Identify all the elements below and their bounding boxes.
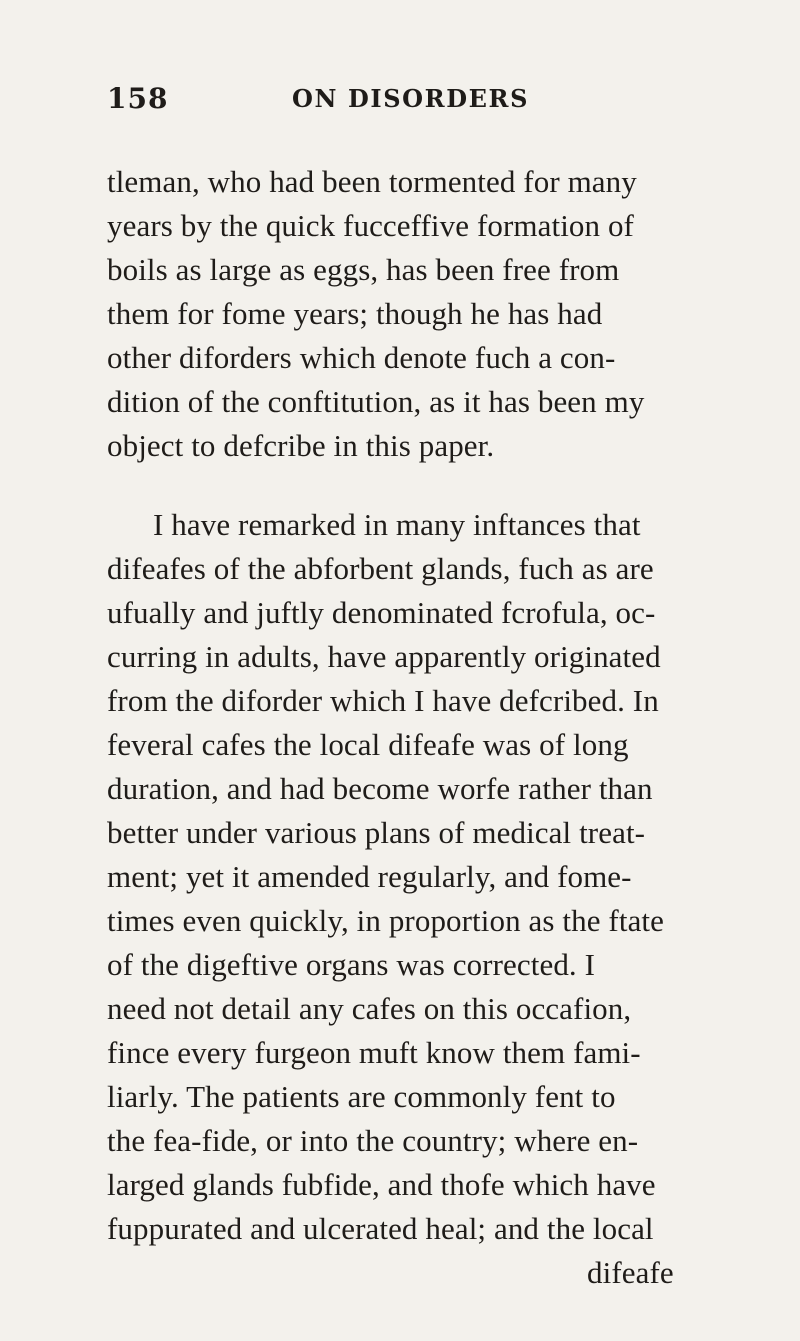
text-line: feveral cafes the local difeafe was of long — [107, 727, 629, 762]
text-line: dition of the conftitution, as it has been my — [107, 384, 645, 419]
running-head-title: ON DISORDERS — [292, 84, 530, 113]
paragraph-2 — [107, 503, 697, 1251]
text-line: need not detail any cafes on this occafion, — [107, 991, 632, 1026]
text-line: tleman, who had been tormented for many — [107, 164, 637, 199]
page-number: 158 — [107, 82, 169, 115]
text-line: the fea-fide, or into the country; where en- — [107, 1123, 639, 1158]
text-line: ufually and juftly denominated fcrofula, oc- — [107, 595, 656, 630]
text-line: boils as large as eggs, has been free from — [107, 252, 620, 287]
text-line: them for fome years; though he has had — [107, 296, 603, 331]
text-line: larged glands fubfide, and thofe which have — [107, 1167, 656, 1202]
text-line: better under various plans of medical treat- — [107, 815, 646, 850]
text-line: ment; yet it amended regularly, and fome- — [107, 859, 632, 894]
text-line: object to defcribe in this paper. — [107, 428, 495, 463]
text-line: fuppurated and ulcerated heal; and the local — [107, 1211, 654, 1246]
text-line: from the diforder which I have defcribed. In — [107, 683, 659, 718]
running-head — [107, 82, 717, 122]
text-line: times even quickly, in proportion as the ftate — [107, 903, 664, 938]
text-line: duration, and had become worfe rather than — [107, 771, 653, 806]
text-line: of the digeftive organs was corrected. I — [107, 947, 596, 982]
text-line: liarly. The patients are commonly fent to — [107, 1079, 616, 1114]
text-line: difeafes of the abforbent glands, fuch as are — [107, 551, 654, 586]
text-line: other diforders which denote fuch a con- — [107, 340, 616, 375]
paragraph-1 — [107, 160, 697, 468]
body-text — [107, 160, 697, 1295]
text-line: years by the quick fucceffive formation of — [107, 208, 634, 243]
text-line: fince every furgeon muft know them fami- — [107, 1035, 641, 1070]
text-line: curring in adults, have apparently originated — [107, 639, 661, 674]
paragraph-gap — [107, 468, 697, 503]
text-line: I have remarked in many inftances that — [153, 507, 641, 542]
catchword: difeafe — [587, 1255, 674, 1290]
